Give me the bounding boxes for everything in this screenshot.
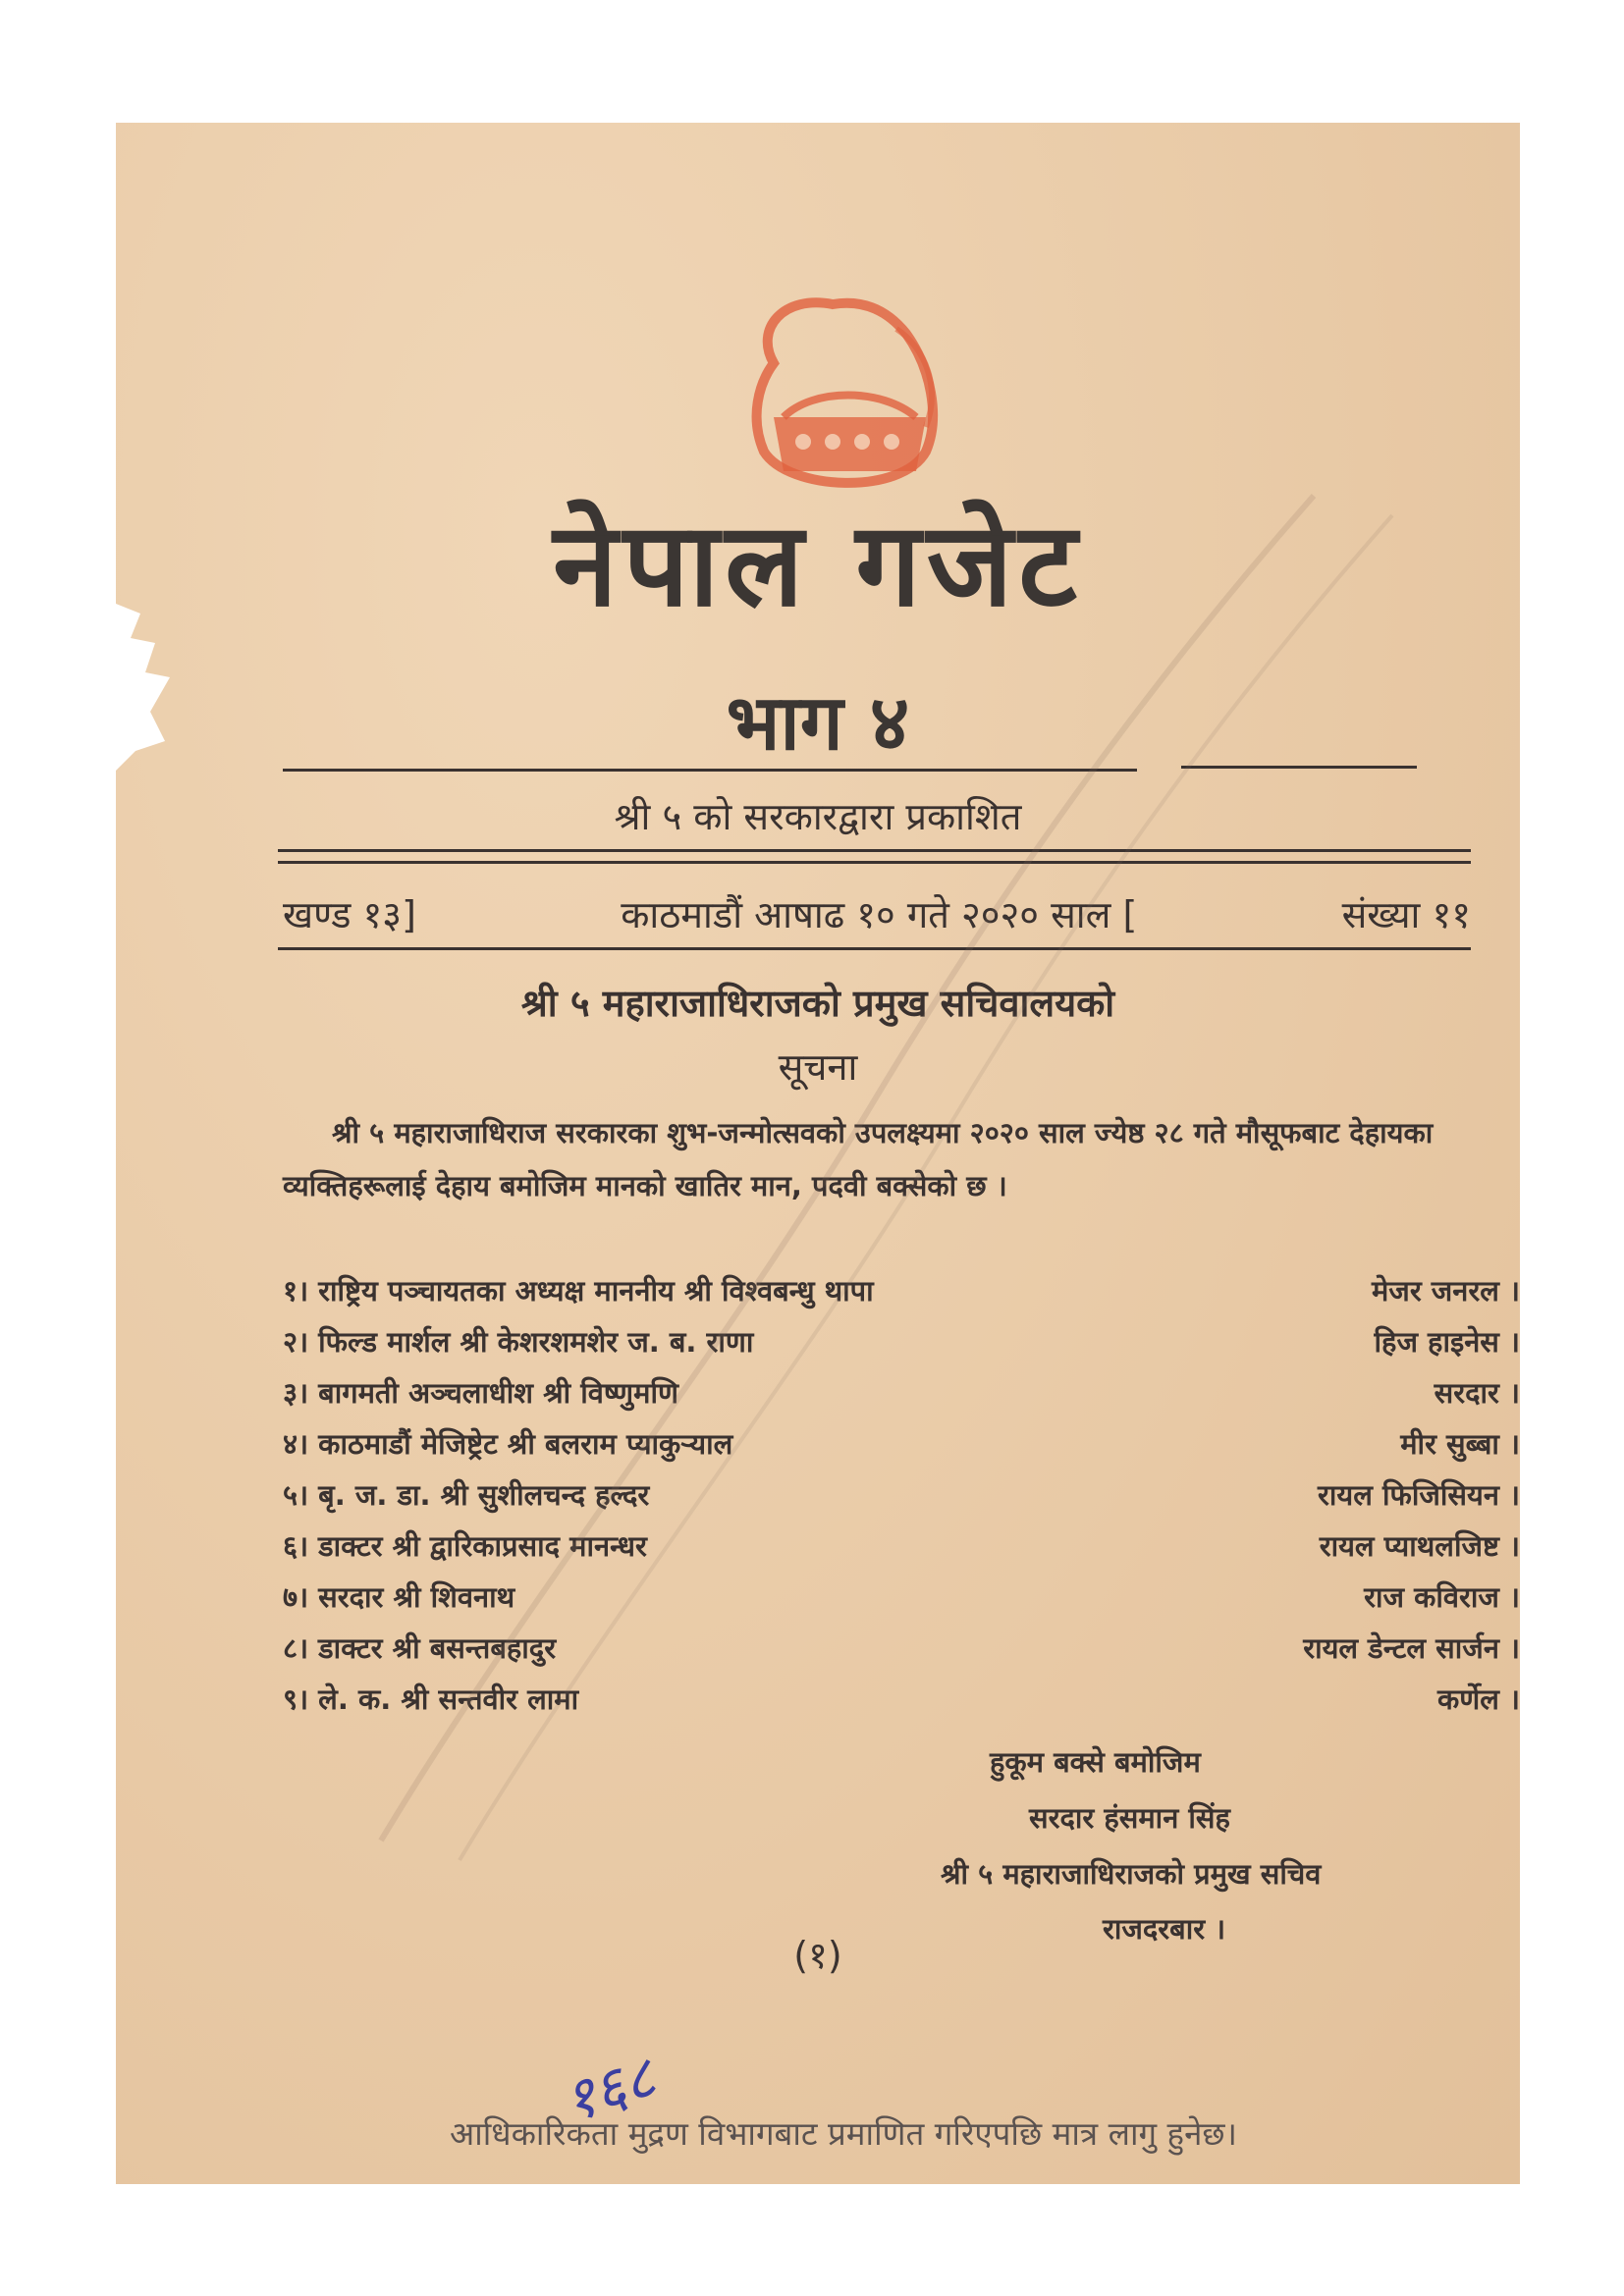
list-item [283, 1521, 1520, 1572]
issue-number: संख्या ११ [1341, 893, 1471, 936]
award-recipient: ३। बागमती अञ्चलाधीश श्री विष्णुमणि [283, 1376, 678, 1410]
list-item [283, 1572, 1520, 1623]
divider [278, 947, 1471, 950]
page-number: (१) [793, 1934, 842, 1977]
signatory-designation: श्री ५ महाराजाधिराजको प्रमुख सचिव [941, 1857, 1322, 1891]
list-item [283, 1469, 1520, 1521]
award-title: रायल डेन्टल सार्जन । [1303, 1631, 1520, 1665]
part-number: भाग ४ [726, 679, 910, 768]
footer-note: आधिकारिकता मुद्रण विभागबाट प्रमाणित गरिएपछि मात्र लागु हुनेछ। [450, 2114, 1238, 2153]
list-item [283, 1316, 1520, 1367]
gazette-title: नेपाल गजेट [553, 497, 1083, 632]
crown-emblem-icon [715, 290, 970, 506]
list-item [283, 1623, 1520, 1674]
list-item [283, 1367, 1520, 1418]
signature-order-line: हुकूम बक्से बमोजिम [990, 1745, 1201, 1779]
award-recipient: १। राष्ट्रिय पञ्चायतका अध्यक्ष माननीय श्री विश्वबन्धु थापा [283, 1274, 874, 1308]
handwritten-note: १६८ [555, 2043, 665, 2137]
issue-line [283, 888, 1471, 939]
award-recipient: ४। काठमाडौं मेजिष्ट्रेट श्री बलराम प्याकुर्‍याल [283, 1427, 733, 1461]
award-title: कर्णेल । [1437, 1682, 1520, 1716]
signatory-office: राजदरबार । [1103, 1912, 1226, 1946]
notice-heading: सूचना [778, 1045, 858, 1089]
divider [278, 861, 1471, 864]
award-recipient: ८। डाक्टर श्री बसन्तबहादुर [283, 1631, 557, 1665]
awards-list [283, 1265, 1520, 1725]
publisher-line: श्री ५ को सरकारद्वारा प्रकाशित [614, 795, 1022, 838]
divider [283, 769, 1137, 772]
notice-office: श्री ५ महाराजाधिराजको प्रमुख सचिवालयको [520, 982, 1115, 1025]
list-item [283, 1418, 1520, 1469]
award-title: मेजर जनरल । [1371, 1274, 1520, 1308]
award-title: सरदार । [1434, 1376, 1520, 1410]
award-title: राज कविराज । [1364, 1580, 1520, 1614]
award-recipient: ७। सरदार श्री शिवनाथ [283, 1580, 515, 1614]
issue-date: काठमाडौं आषाढ १० गते २०२० साल [ [621, 893, 1138, 936]
signatory-name: सरदार हंसमान सिंह [1029, 1801, 1230, 1835]
notice-body: श्री ५ महाराजाधिराज सरकारका शुभ-जन्मोत्सवको उपलक्ष्यमा २०२० साल ज्येष्ठ २८ गते मौसूफबाट देहायका व्यक्तिहरूलाई देहाय बमोजिम मानको खातिर मान, पदवी बक्सेको छ । [283, 1116, 1434, 1202]
award-title: रायल प्याथलजिष्ट । [1319, 1529, 1520, 1563]
award-recipient: ६। डाक्टर श्री द्वारिकाप्रसाद मानन्धर [283, 1529, 647, 1563]
award-title: हिज हाइनेस । [1374, 1325, 1520, 1359]
list-item [283, 1265, 1520, 1316]
award-recipient: ५। बृ. ज. डा. श्री सुशीलचन्द हल्दर [283, 1478, 650, 1512]
list-item [283, 1674, 1520, 1725]
gazette-page [116, 123, 1520, 2184]
award-title: रायल फिजिसियन । [1318, 1478, 1520, 1512]
award-title: मीर सुब्बा । [1400, 1427, 1520, 1461]
divider [278, 849, 1471, 852]
award-recipient: ९। ले. क. श्री सन्तवीर लामा [283, 1682, 579, 1716]
award-recipient: २। फिल्ड मार्शल श्री केशरशमशेर ज. ब. राणा [283, 1325, 754, 1359]
volume-number: खण्ड १३] [283, 893, 416, 936]
divider [1181, 766, 1417, 769]
